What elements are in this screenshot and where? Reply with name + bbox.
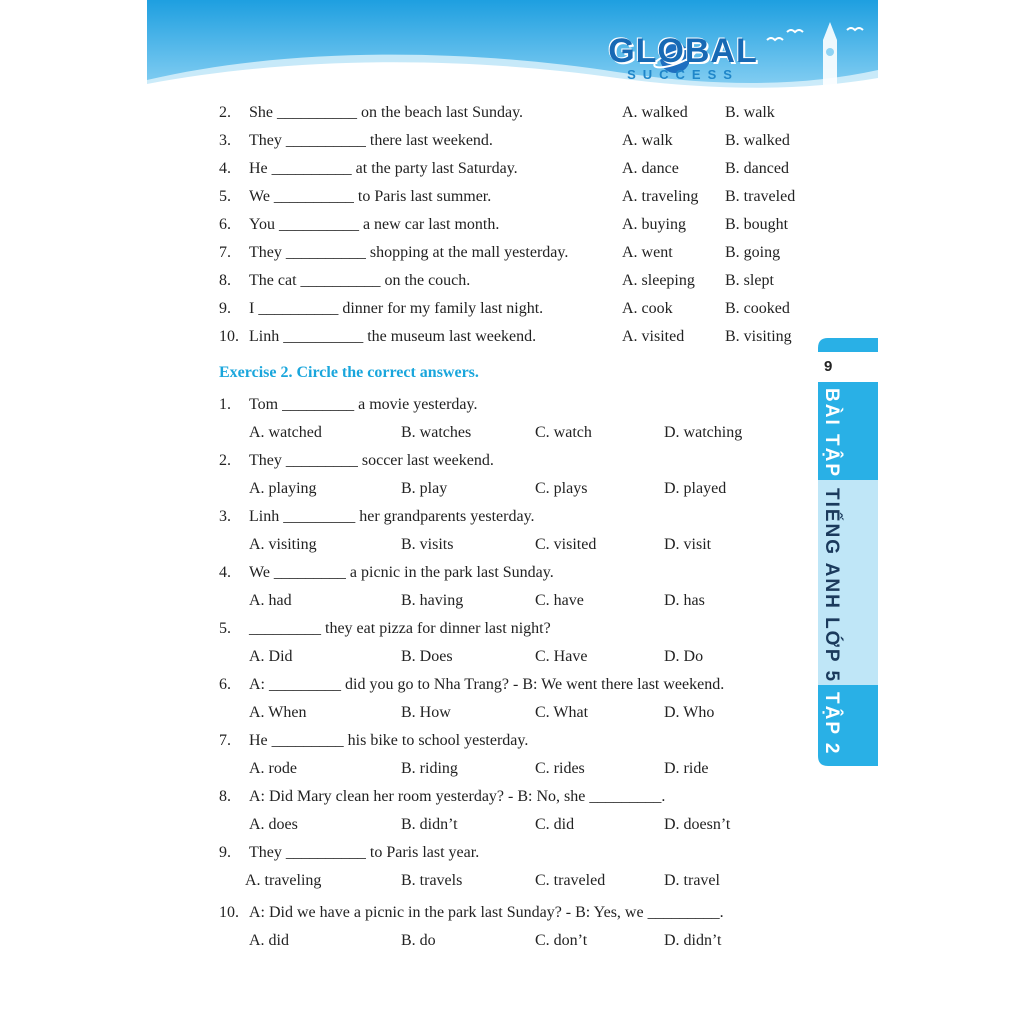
global-success-logo: [608, 34, 758, 82]
option-c[interactable]: C. plays: [535, 480, 588, 497]
option-b[interactable]: B. walked: [725, 132, 790, 149]
item-question: We __________ to Paris last summer.: [249, 188, 492, 205]
item-question: _________ they eat pizza for dinner last night?: [249, 620, 551, 637]
option-d[interactable]: D. has: [664, 592, 705, 609]
item-question: They __________ shopping at the mall yesterday.: [249, 244, 569, 261]
option-a[interactable]: A. went: [622, 244, 673, 261]
option-a[interactable]: A. rode: [249, 760, 297, 777]
option-a[interactable]: A. visited: [622, 328, 685, 345]
item-number: 2.: [219, 104, 231, 121]
option-a[interactable]: A. walked: [622, 104, 688, 121]
option-c[interactable]: C. Have: [535, 648, 588, 665]
page-number-box: [818, 352, 878, 382]
option-a[interactable]: A. buying: [622, 216, 686, 233]
side-tab-label-1: BÀI TẬP: [821, 388, 842, 478]
option-a[interactable]: A. Did: [249, 648, 293, 665]
item-question: I __________ dinner for my family last night.: [249, 300, 544, 317]
item-number: 2.: [219, 452, 231, 469]
option-a[interactable]: A. does: [249, 816, 298, 833]
option-c[interactable]: C. did: [535, 816, 575, 833]
option-d[interactable]: D. didn’t: [664, 932, 722, 949]
item-question: They __________ to Paris last year.: [249, 844, 480, 861]
option-b[interactable]: B. Does: [401, 648, 453, 665]
item-number: 6.: [219, 216, 231, 233]
item-question: We _________ a picnic in the park last Sunday.: [249, 564, 554, 581]
item-number: 10.: [219, 904, 239, 921]
option-a[interactable]: A. playing: [249, 480, 317, 497]
logo-sub-text: SUCCESS: [627, 67, 739, 82]
item-number: 7.: [219, 244, 231, 261]
option-b[interactable]: B. slept: [725, 272, 774, 289]
option-a[interactable]: A. traveling: [245, 872, 322, 889]
item-question: A: Did Mary clean her room yesterday? - B: No, she _________.: [249, 788, 666, 805]
option-d[interactable]: D. travel: [664, 872, 720, 889]
item-number: 5.: [219, 188, 231, 205]
option-d[interactable]: D. Do: [664, 648, 704, 665]
item-number: 5.: [219, 620, 231, 637]
option-b[interactable]: B. bought: [725, 216, 789, 233]
item-number: 7.: [219, 732, 231, 749]
sky-wave-graphic: [147, 0, 878, 96]
item-question: The cat __________ on the couch.: [249, 272, 471, 289]
option-a[interactable]: A. dance: [622, 160, 679, 177]
exercise2-heading: Exercise 2. Circle the correct answers.: [219, 364, 479, 381]
option-a[interactable]: A. visiting: [249, 536, 317, 553]
item-number: 1.: [219, 396, 231, 413]
option-b[interactable]: B. going: [725, 244, 781, 261]
option-a[interactable]: A. watched: [249, 424, 322, 441]
item-number: 9.: [219, 844, 231, 861]
page-number: 9: [824, 358, 833, 375]
option-d[interactable]: D. ride: [664, 760, 709, 777]
side-tab-label-3: TẬP 2: [821, 692, 842, 756]
option-a[interactable]: A. had: [249, 592, 292, 609]
option-b[interactable]: B. watches: [401, 424, 472, 441]
option-c[interactable]: C. don’t: [535, 932, 588, 949]
option-c[interactable]: C. watch: [535, 424, 592, 441]
item-number: 4.: [219, 564, 231, 581]
option-a[interactable]: A. sleeping: [622, 272, 695, 289]
option-c[interactable]: C. traveled: [535, 872, 606, 889]
option-b[interactable]: B. travels: [401, 872, 463, 889]
option-b[interactable]: B. riding: [401, 760, 458, 777]
item-number: 8.: [219, 272, 231, 289]
item-question: She __________ on the beach last Sunday.: [249, 104, 524, 121]
option-d[interactable]: D. visit: [664, 536, 712, 553]
option-b[interactable]: B. cooked: [725, 300, 790, 317]
option-d[interactable]: D. played: [664, 480, 727, 497]
option-b[interactable]: B. do: [401, 932, 436, 949]
option-b[interactable]: B. walk: [725, 104, 775, 121]
item-question: Linh _________ her grandparents yesterday.: [249, 508, 535, 525]
option-b[interactable]: B. How: [401, 704, 451, 721]
option-a[interactable]: A. cook: [622, 300, 673, 317]
option-b[interactable]: B. traveled: [725, 188, 796, 205]
side-tab-label-2: TIẾNG ANH LỚP 5: [821, 488, 842, 684]
option-c[interactable]: C. What: [535, 704, 589, 721]
item-number: 6.: [219, 676, 231, 693]
option-a[interactable]: A. did: [249, 932, 289, 949]
item-question: A: Did we have a picnic in the park last Sunday? - B: Yes, we _________.: [249, 904, 724, 921]
option-a[interactable]: A. When: [249, 704, 307, 721]
item-number: 8.: [219, 788, 231, 805]
option-b[interactable]: B. visiting: [725, 328, 792, 345]
item-question: You __________ a new car last month.: [249, 216, 500, 233]
item-number: 3.: [219, 132, 231, 149]
option-b[interactable]: B. didn’t: [401, 816, 458, 833]
item-question: He __________ at the party last Saturday.: [249, 160, 518, 177]
item-number: 10.: [219, 328, 239, 345]
item-question: Linh __________ the museum last weekend.: [249, 328, 537, 345]
item-question: Tom _________ a movie yesterday.: [249, 396, 478, 413]
option-b[interactable]: B. having: [401, 592, 464, 609]
option-b[interactable]: B. danced: [725, 160, 789, 177]
option-c[interactable]: C. visited: [535, 536, 597, 553]
option-b[interactable]: B. visits: [401, 536, 454, 553]
item-number: 9.: [219, 300, 231, 317]
option-c[interactable]: C. have: [535, 592, 584, 609]
option-a[interactable]: A. traveling: [622, 188, 699, 205]
option-b[interactable]: B. play: [401, 480, 448, 497]
option-a[interactable]: A. walk: [622, 132, 673, 149]
item-question: They _________ soccer last weekend.: [249, 452, 494, 469]
item-question: He _________ his bike to school yesterday.: [249, 732, 529, 749]
header-banner: [147, 0, 878, 96]
option-d[interactable]: D. Who: [664, 704, 715, 721]
option-d[interactable]: D. doesn’t: [664, 816, 731, 833]
item-question: A: _________ did you go to Nha Trang? - B: We went there last weekend.: [249, 676, 725, 693]
item-number: 4.: [219, 160, 231, 177]
option-d[interactable]: D. watching: [664, 424, 743, 441]
logo-main-text: GLOBAL: [608, 32, 758, 70]
item-number: 3.: [219, 508, 231, 525]
option-c[interactable]: C. rides: [535, 760, 585, 777]
item-question: They __________ there last weekend.: [249, 132, 493, 149]
